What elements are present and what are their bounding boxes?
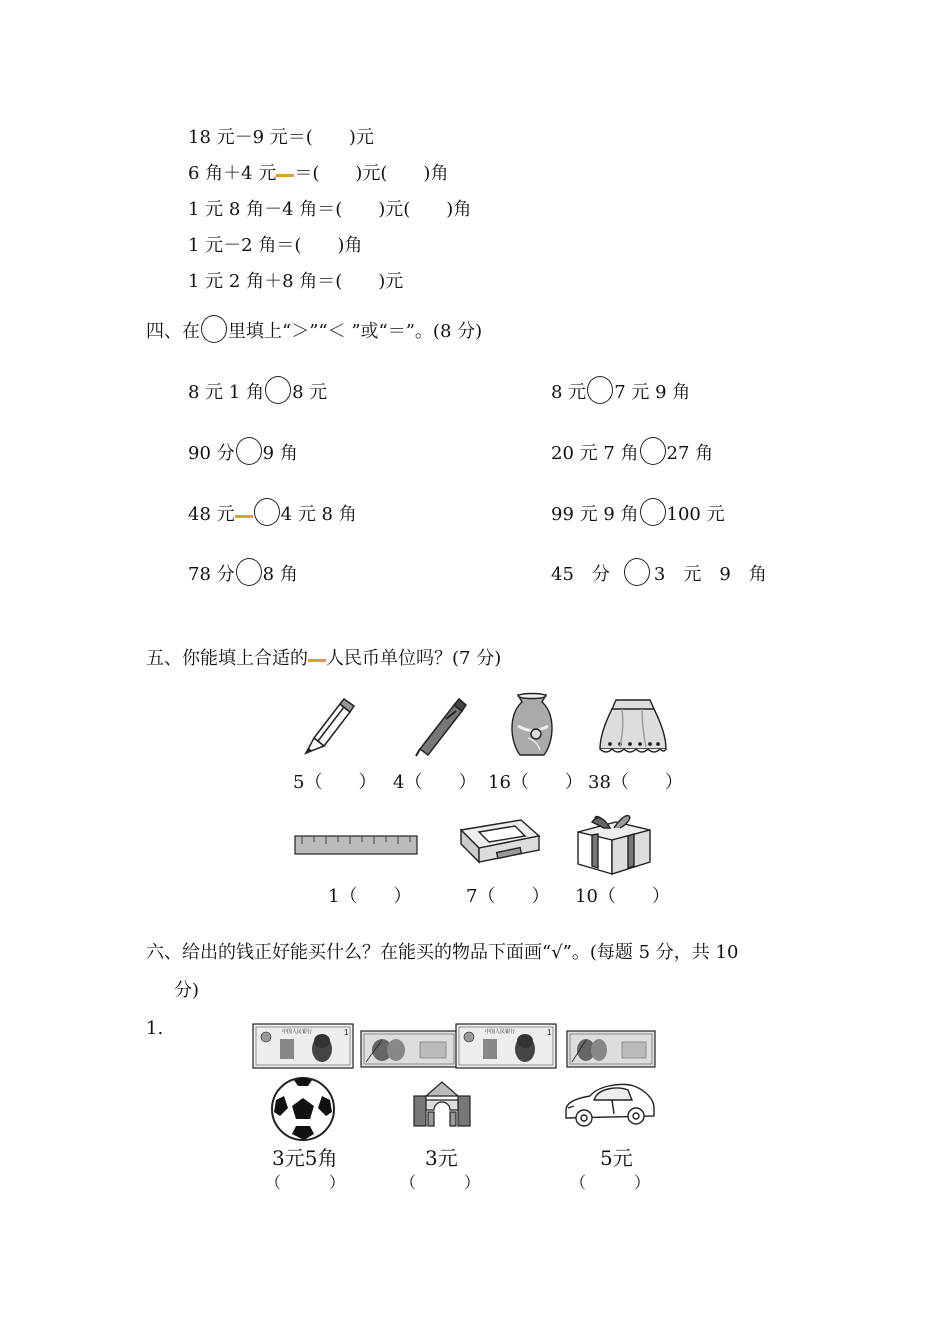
compare-item — [188, 558, 298, 586]
equation-3: 1 元 8 角－4 角＝( )元( )角 — [188, 199, 472, 220]
compare-circle[interactable] — [624, 558, 650, 586]
compare-right: 8 元 — [292, 382, 328, 403]
equation-2-right: ＝( )元( )角 — [294, 163, 449, 184]
compare-left: 99 元 9 角 — [551, 504, 639, 525]
question-number: 1. — [146, 1018, 164, 1039]
section-5-title-pre: 五、你能填上合适的 — [146, 648, 308, 669]
compare-right: 9 角 — [262, 443, 298, 464]
banknote-text: 中国人民银行 — [282, 1029, 313, 1035]
price-blank[interactable]: 1（ ） — [328, 886, 412, 907]
pen-icon — [412, 697, 468, 757]
compare-item — [551, 376, 690, 404]
vase-icon — [508, 692, 556, 758]
section-4-title — [146, 315, 482, 343]
section-6-title-continued: 分) — [174, 980, 200, 1001]
pencil-icon — [300, 698, 356, 756]
compare-circle[interactable] — [587, 376, 613, 404]
compare-left: 90 分 — [188, 443, 235, 464]
compare-right: 3 元 9 角 — [653, 564, 767, 585]
gift-box-icon — [574, 804, 654, 876]
compare-item — [188, 437, 298, 465]
check-blank[interactable]: （ ） — [265, 1173, 346, 1192]
equation-2-left: 6 角＋4 元 — [188, 163, 277, 184]
section-6-title: 六、给出的钱正好能买什么？在能买的物品下面画“√”。(每题 5 分，共 10 — [146, 942, 739, 963]
one-yuan-banknote-icon — [252, 1023, 354, 1069]
compare-circle[interactable] — [236, 558, 262, 586]
compare-left: 78 分 — [188, 564, 235, 585]
compare-left: 48 元 — [188, 504, 235, 525]
compare-item — [551, 437, 713, 465]
compare-right: 100 元 — [666, 504, 725, 525]
building-blocks-icon — [410, 1080, 474, 1130]
compare-left: 8 元 — [551, 382, 587, 403]
price-blank[interactable]: 4（ ） — [393, 772, 477, 793]
compare-right: 8 角 — [262, 564, 298, 585]
highlight-mark — [276, 174, 294, 177]
two-jiao-banknote-icon — [566, 1030, 668, 1076]
section-4-title-pre: 四、在 — [146, 321, 200, 342]
item-price: 3元5角 — [272, 1146, 338, 1170]
compare-item — [551, 558, 767, 586]
price-blank[interactable]: 38（ ） — [588, 772, 683, 793]
two-jiao-banknote-icon — [360, 1030, 462, 1076]
highlight-mark — [308, 659, 326, 662]
price-blank[interactable]: 16（ ） — [488, 772, 583, 793]
equation-1: 18 元－9 元＝( )元 — [188, 127, 374, 148]
check-blank[interactable]: （ ） — [400, 1173, 481, 1192]
soccer-ball-icon — [270, 1076, 336, 1142]
ruler-icon — [294, 834, 418, 856]
highlight-mark — [235, 515, 253, 518]
banknote-text: 中国人民银行 — [485, 1029, 516, 1035]
compare-circle[interactable] — [640, 437, 666, 465]
svg-text:1: 1 — [344, 1028, 349, 1037]
equation-5: 1 元 2 角＋8 角＝( )元 — [188, 271, 404, 292]
eraser-icon — [457, 818, 543, 864]
price-blank[interactable]: 7（ ） — [466, 886, 550, 907]
equation-2 — [188, 163, 448, 185]
check-blank[interactable]: （ ） — [570, 1173, 651, 1192]
section-4-title-post: 里填上“＞”“＜ ”或“＝”。(8 分) — [228, 321, 483, 342]
section-5-title-post: 人民币单位吗？(7 分) — [326, 648, 502, 669]
compare-left: 45 分 — [551, 564, 610, 585]
price-blank[interactable]: 10（ ） — [575, 886, 670, 907]
compare-item — [188, 498, 357, 526]
compare-circle[interactable] — [254, 498, 280, 526]
price-blank[interactable]: 5（ ） — [293, 772, 377, 793]
compare-circle[interactable] — [265, 376, 291, 404]
compare-right: 7 元 9 角 — [614, 382, 691, 403]
equation-4: 1 元－2 角＝( )角 — [188, 235, 363, 256]
compare-item — [551, 498, 725, 526]
item-price: 5元 — [600, 1146, 633, 1170]
item-price: 3元 — [425, 1146, 458, 1170]
compare-left: 8 元 1 角 — [188, 382, 265, 403]
compare-left: 20 元 7 角 — [551, 443, 639, 464]
toy-car-icon — [562, 1076, 658, 1130]
one-yuan-banknote-icon — [455, 1023, 557, 1069]
compare-circle[interactable] — [236, 437, 262, 465]
compare-item — [188, 376, 327, 404]
svg-text:1: 1 — [547, 1028, 552, 1037]
section-5-title — [146, 648, 501, 670]
skirt-icon — [598, 697, 668, 755]
compare-circle-icon — [201, 315, 227, 343]
compare-right: 4 元 8 角 — [280, 504, 357, 525]
compare-right: 27 角 — [666, 443, 714, 464]
compare-circle[interactable] — [640, 498, 666, 526]
